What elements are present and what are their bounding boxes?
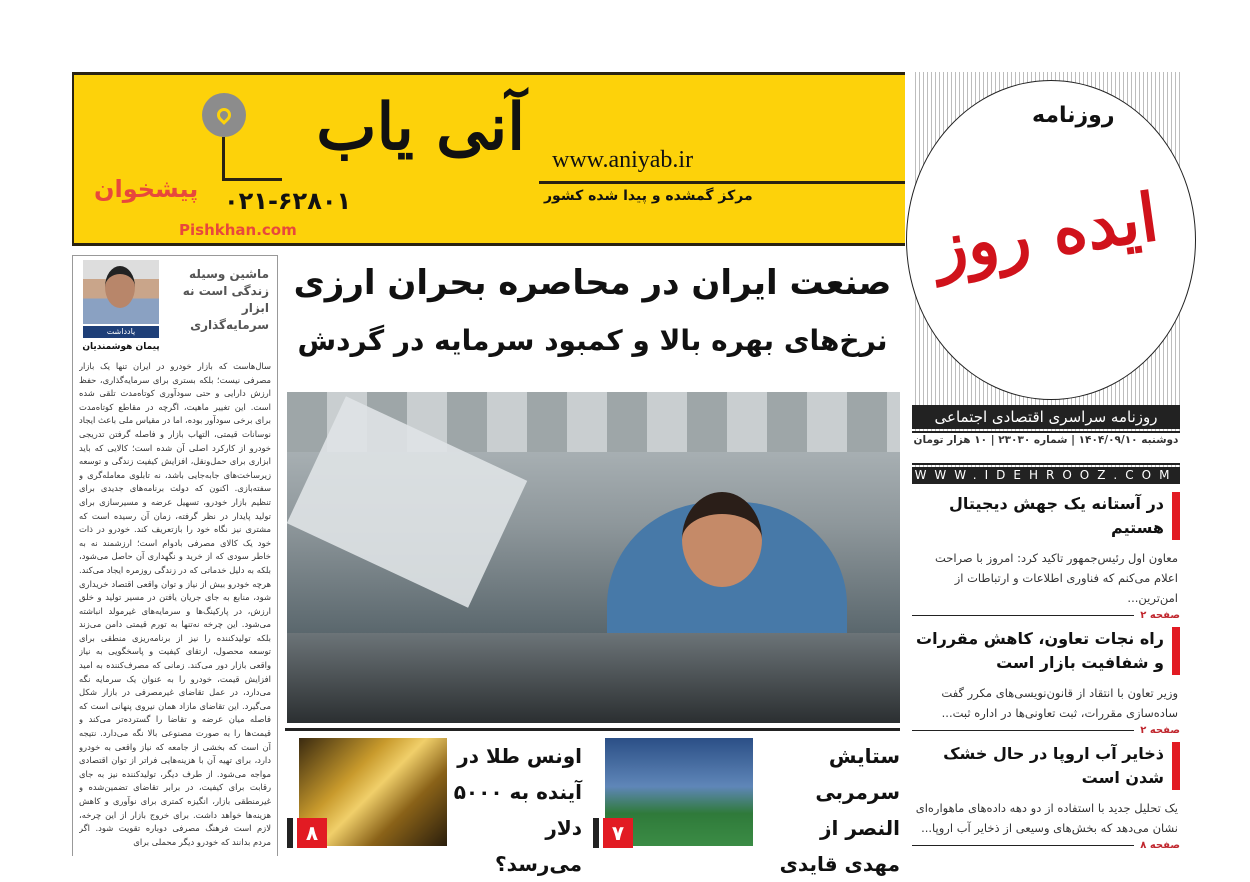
page-ref: صفحه ۲ — [1140, 610, 1180, 621]
aniyab-advertisement[interactable] — [72, 72, 905, 246]
news-title: در آستانه یک جهش دیجیتال هستیم — [912, 492, 1180, 540]
watermark-fa: پیشخوان — [94, 175, 199, 203]
teaser-title: اونس طلا در آینده به ۵۰۰۰ دلار می‌رسد؟ — [453, 744, 582, 876]
main-headline-block[interactable] — [285, 258, 900, 366]
masthead-dateline: دوشنبه ۱۴۰۴/۰۹/۱۰ | شماره ۲۳۰۳۰ | ۱۰ هزار تومان — [912, 431, 1180, 465]
page-ref: صفحه ۲ — [1140, 725, 1180, 736]
news-summary: یک تحلیل جدید با استفاده از دو دهه داده‌های ماهواره‌ای نشان می‌دهد که بخش‌های وسیعی از ذخایر آب اروپا... — [915, 801, 1178, 835]
news-summary: وزیر تعاون با انتقاد از قانون‌نویسی‌های مکرر گفت ساده‌سازی مقررات، ثبت تعاونی‌ها در اداره ثبت... — [941, 686, 1178, 720]
pin-stem-decoration — [222, 137, 282, 181]
news-summary: معاون اول رئیس‌جمهور تاکید کرد: امروز با صراحت اعلام می‌کنم که فناوری اطلاعات و ارتباطات از امن‌ترین... — [934, 551, 1178, 605]
watermark: Pishkhan.com — [179, 221, 297, 239]
masthead-subtitle: روزنامه سراسری اقتصادی اجتماعی — [912, 405, 1180, 429]
masthead — [912, 72, 1180, 484]
teaser-football[interactable] — [593, 738, 900, 876]
teaser-title: ستایش سرمربی النصر از مهدی قایدی — [779, 744, 900, 876]
main-subheadline: نرخ‌های بهره بالا و کمبود سرمایه در گردش — [297, 324, 888, 357]
column-badge: یادداشت — [83, 326, 159, 338]
author-photo — [83, 260, 159, 324]
news-item[interactable] — [912, 627, 1180, 736]
page-number: ۸ — [297, 818, 327, 848]
ad-brand: آنی یاب — [316, 90, 525, 165]
masthead-logo: ایده روز — [929, 177, 1163, 287]
factory-worker-photo — [287, 392, 900, 723]
news-item[interactable] — [912, 742, 1180, 851]
column-title: ماشین وسیله زندگی است نه ابزار سرمایه‌گذاری — [182, 267, 269, 332]
ad-divider — [539, 181, 905, 184]
teaser-gold[interactable] — [287, 738, 582, 876]
page-number: ۷ — [603, 818, 633, 848]
column-body: سال‌هاست که بازار خودرو در ایران تنها یک بازار مصرفی نیست؛ بلکه بستری برای سرمایه‌گذاری، حفظ ارزش دارایی و حتی سودآوری کوتاه‌مدت تلقی شده است. این تغییر ماهیت، اگرچه در مقاطع کوتاه‌مدت برای برخی سودآور بوده، اما در مقیاس ملی باعث ایجاد نوسانات قیمتی، التهاب بازار و فاصله گرفتن تدریجی خودرو از کارکرد اصلی آن شده است؛ کالایی که باید ابزاری برای حمل‌ونقل، افزایش کیفیت زندگی و توسعه زیرساخت‌های جابه‌جایی باشد، نه تابلوی معامله‌گری و سفته‌بازی. اکنون که دولت برنامه‌های جدیدی برای تنظیم بازار خودرو، تسهیل عرضه و مسیرسازی برای تولید پایدار در نظر گرفته، زمان آن رسیده است که مشتری نیز نگاه خود را بازتعریف کند. خودرو در ذات خود یک کالای مصرفی بادوام است؛ ارزشمند نه به خاطر سودی که از خرید و نگهداری آن حاصل می‌شود، بلکه به دلیل خدماتی که در زندگی روزمره ایجاد می‌کند. هرچه خودرو بیش از نیاز و توان واقعی اقتصاد خریداری شود، منابع به جای جریان یافتن در مسیر تولید و خلق ارزش، در پارکینگ‌ها و سرمایه‌های غیرمولد انباشته می‌شود. این چرخه نه‌تنها به تورم قیمتی دامن می‌زند بلکه تولیدکننده را نیز از برنامه‌ریزی منطقی برای توسعه محصول، ارتقای کیفیت و پاسخگویی به نیاز واقعی بازار دور می‌کند. زمانی که مصرف‌کننده به امید افزایش قیمت، خودرو را به عنوان یک سرمایه نگه می‌دارد، در عمل تقاضای غیرمصرفی در بازار شکل می‌گیرد. این تقاضای مازاد همان نیروی پنهانی است که فاصله میان عرضه و تقاضا را گسترده‌تر می‌کند و قیمت‌ها را به صورت مصنوعی بالا نگه می‌دارد. نتیجه آن است که بخشی از جامعه که نیاز واقعی به خودرو دارد، برای تهیه آن با هزینه‌هایی فراتر از توان اقتصادی مواجه می‌شود. از طرف دیگر، تولیدکننده نیز به جای رقابت برای کیفیت، در برابر تقاضای تضمین‌شده و غیرمنطقی بازار، انگیزه کمتری برای نوآوری و کاهش هزینه‌ها خواهد داشت. برای خروج بازار از این چرخه، لازم است فرهنگ مصرفی دوباره تقویت شود. اگر مردم بدانند که خودرو دیگر محملی برای — [79, 361, 271, 847]
opinion-column — [72, 255, 278, 856]
news-item[interactable] — [912, 492, 1180, 621]
masthead-website[interactable]: WWW.IDEHROOZ.COM — [912, 467, 1180, 484]
teaser-divider — [285, 728, 900, 731]
ad-url[interactable]: www.aniyab.ir — [552, 147, 694, 173]
column-author: پیمان هوشمندیان — [82, 342, 160, 352]
divider — [912, 615, 1134, 616]
location-pin-icon — [202, 93, 246, 137]
divider — [912, 730, 1134, 731]
page-ref: صفحه ۸ — [1140, 840, 1180, 851]
main-headline: صنعت ایران در محاصره بحران ارزی — [293, 263, 892, 303]
ad-phone: ۰۲۱-۶۲۸۰۱ — [224, 187, 352, 215]
teaser-bar — [593, 818, 599, 848]
ad-tagline: مرکز گمشده و پیدا شده کشور — [544, 188, 753, 204]
news-title: ذخایر آب اروپا در حال خشک شدن است — [912, 742, 1180, 790]
teaser-bar — [287, 818, 293, 848]
divider — [912, 845, 1134, 846]
masthead-prefix: روزنامه — [1032, 103, 1115, 128]
news-briefs — [912, 492, 1180, 857]
news-title: راه نجات تعاون، کاهش مقررات و شفافیت بازار است — [912, 627, 1180, 675]
